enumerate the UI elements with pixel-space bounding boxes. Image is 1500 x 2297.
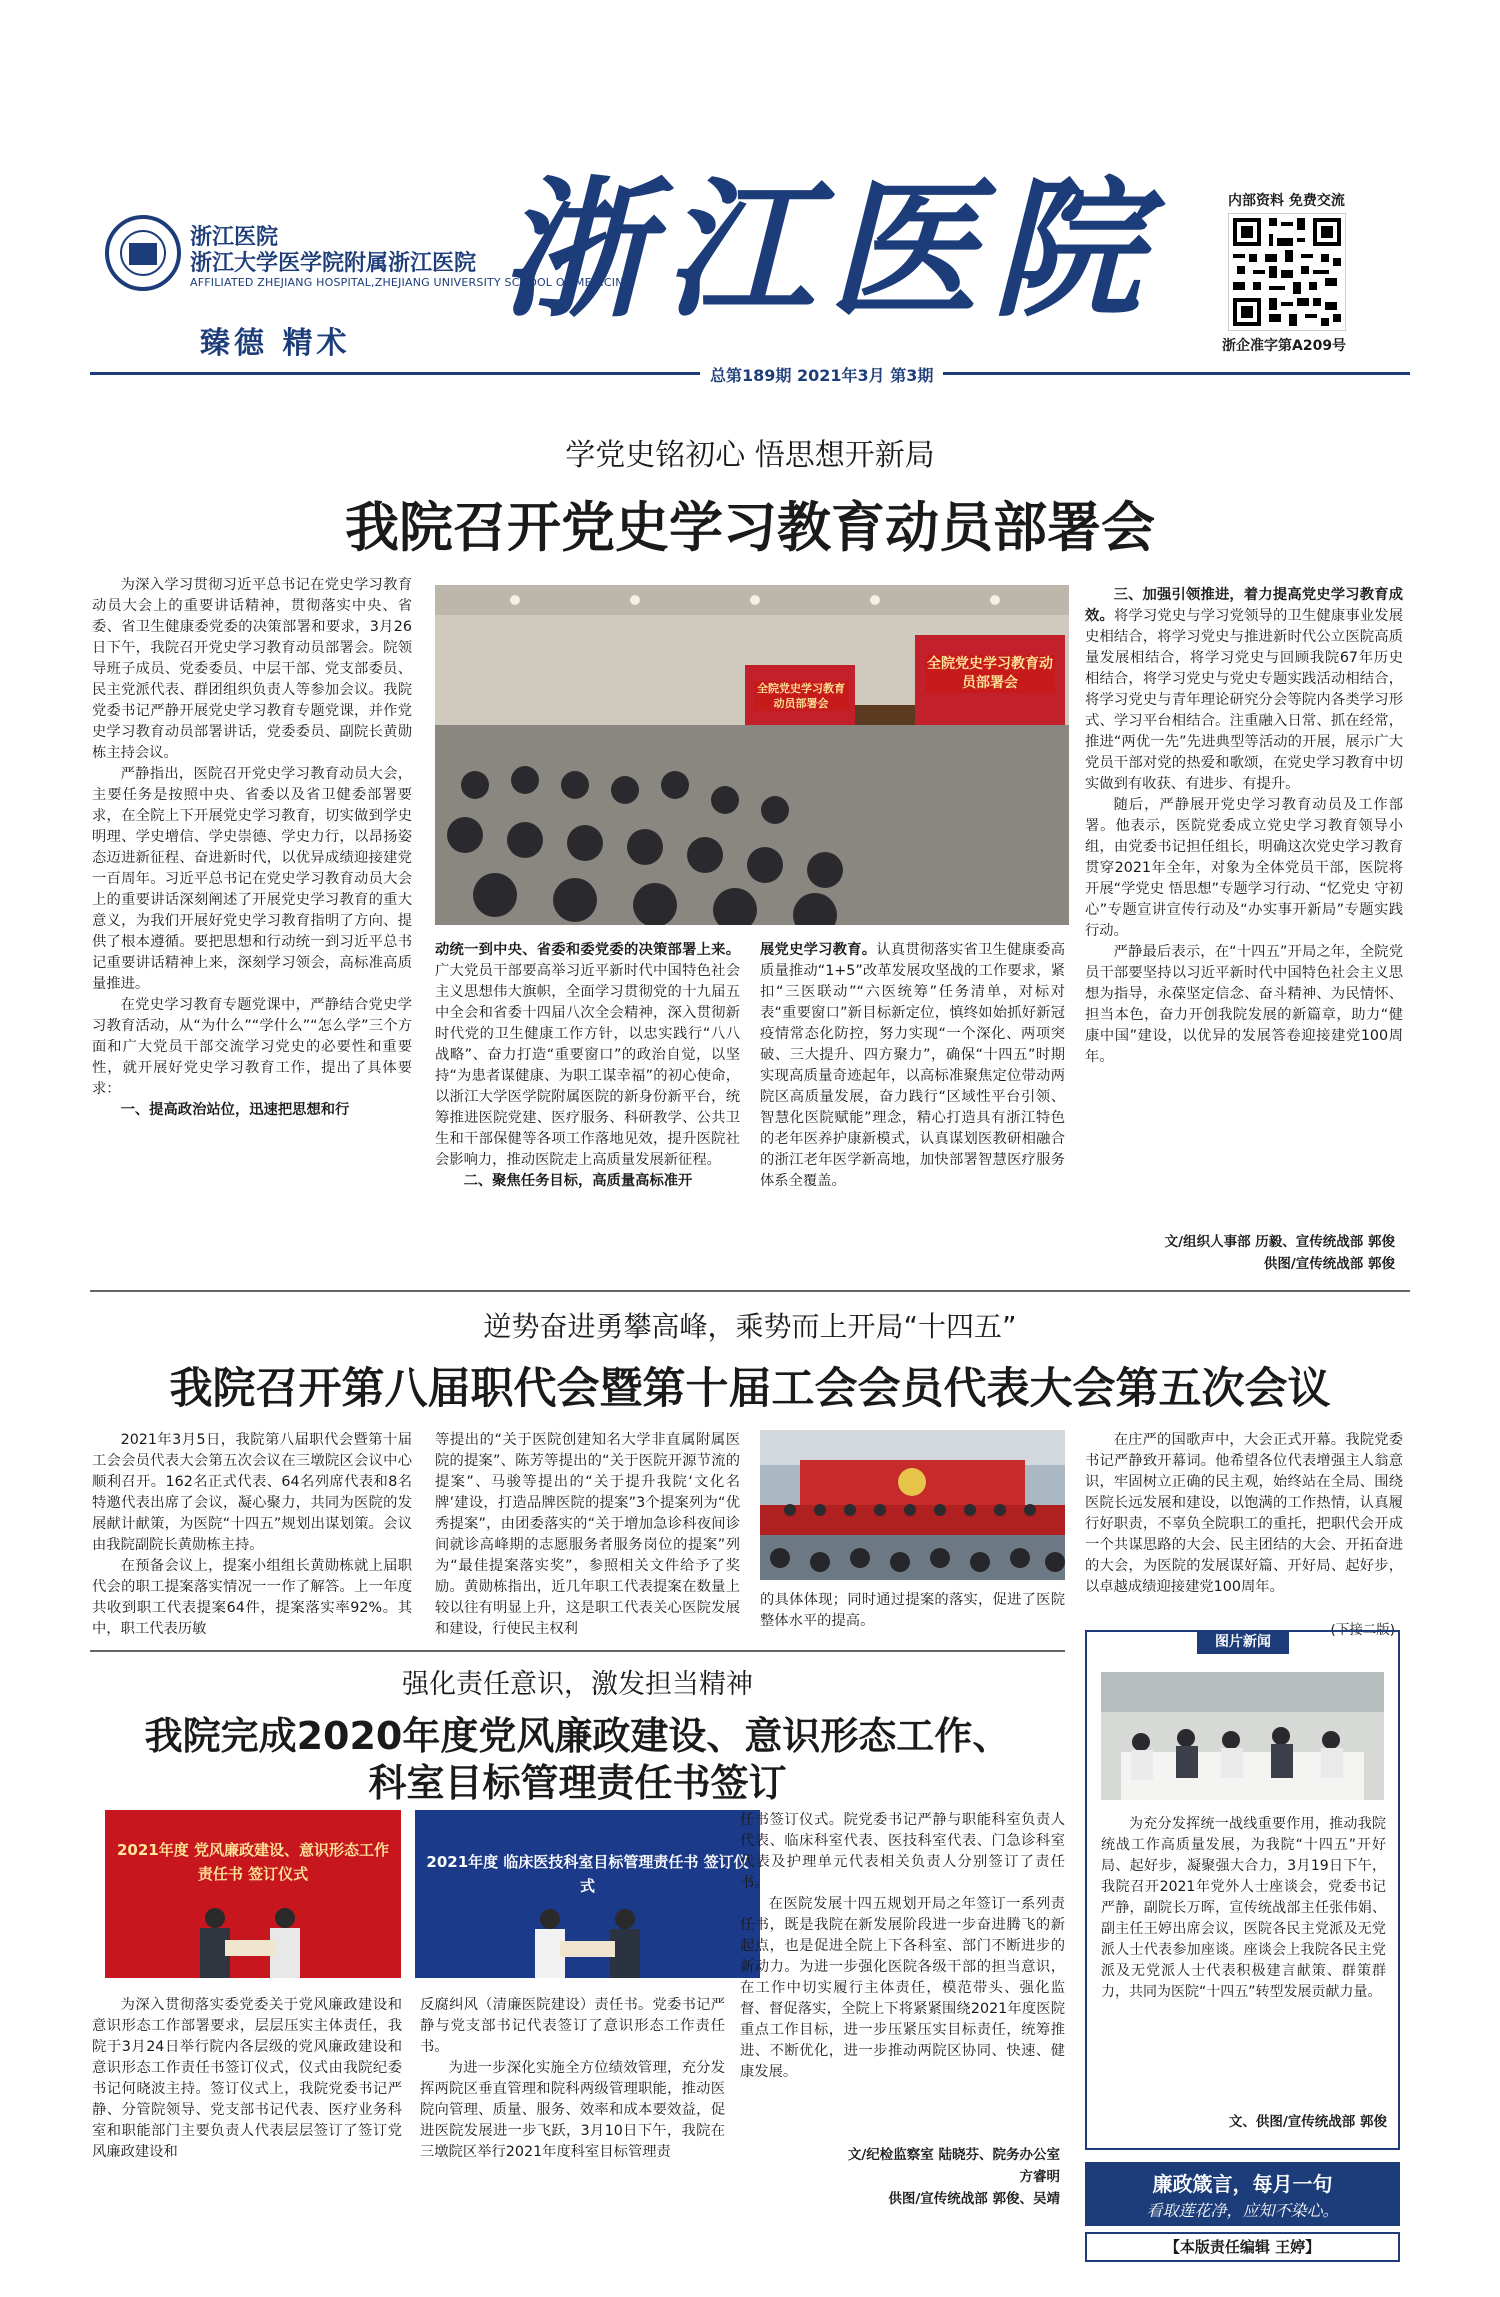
paragraph: 认真贯彻落实省卫生健康委高质量推动“1+5”改革发展攻坚战的工作要求，紧扣“三医联动”“六医统筹”任务清单，对标对表“重要窗口”新目标新定位，慎终如始抓好新冠疫情常态化防控，努力实现“一个深化、两项突破、三大提升、四方聚力”，确保“十四五”时期实现高质量奇迹起年，以高标准聚焦定位带动两院区高质量发展，奋力践行“区域性平台引领、智慧化医院赋能”理念，精心打造具有浙江特色的老年医养护康新模式，认真谋划医教研相融合的浙江老年医学新高地，加快部署智慧医疗服务体系全覆盖。 — [760, 942, 1065, 1189]
article3-column-2 — [420, 1995, 725, 2163]
article3-column-1 — [92, 1995, 402, 2163]
paragraph: 反腐纠风（清廉医院建设）责任书。党委书记严静与党支部书记代表签订了意识形态工作责任书。 — [420, 1997, 725, 2055]
point-lead: 展党史学习教育。 — [760, 942, 877, 958]
article3-photo-credit: 供图/宣传统战部 郭俊、吴靖 — [888, 2191, 1060, 2207]
signing-photo-2 — [415, 1810, 760, 1978]
integrity-motto-box — [1085, 2162, 1400, 2226]
paragraph: 严静指出，医院召开党史学习教育动员大会，主要任务是按照中央、省委以及省卫健委部署要求，在全院上下开展党史学习教育，切实做到学史明理、学史增信、学史崇德、学史力行，以昂扬姿态迈进新征程、奋进新时代，以优异成绩迎接建党一百周年。习近平总书记在党史学习教育动员大会上的重要讲话深刻阐述了开展党史学习教育的重大意义，为我们开展好党史学习教育指明了方向、提供了根本遵循。要把思想和行动统一到习近平总书记重要讲话精神上来，深刻学习领会，高标准高质量推进。 — [92, 766, 412, 992]
page-editor: 【本版责任编辑 王婷】 — [1085, 2232, 1400, 2262]
paragraph: 严静最后表示，在“十四五”开局之年，全院党员干部要坚持以习近平新时代中国特色社会主义思想为指导，永葆坚定信念、奋斗精神、为民情怀、担当本色，奋力开创我院发展的新篇章，助力“健康中国”建设，以优异的发展答卷迎接建党100周年。 — [1085, 944, 1403, 1065]
paragraph: 的具体体现；同时通过提案的落实，促进了医院整体水平的提高。 — [760, 1592, 1065, 1629]
symposium-photo — [1101, 1672, 1384, 1800]
permit-number: 浙企准字第A209号 — [1222, 338, 1347, 354]
paragraph: 在党史学习教育专题党课中，严静结合党史学习教育活动，从“为什么”“学什么”“怎么学”三个方面和广大党员干部交流学习党史的必要性和重要性，就开展好党史学习教育工作，提出了具体要求： — [92, 997, 412, 1097]
article3-column-3 — [740, 1810, 1065, 2083]
article1-title: 我院召开党史学习教育动员部署会 — [345, 496, 1155, 559]
integrity-motto-quote: 看取莲花净，应知不染心。 — [1146, 2201, 1339, 2220]
point-heading: 三、加强引领推进，着力提高党史学习教育成效。 — [1085, 587, 1403, 624]
article2-column-1 — [92, 1430, 412, 1640]
logo-name: 浙江医院 — [190, 224, 279, 250]
article3-title-line1: 我院完成2020年度党风廉政建设、意识形态工作、 — [144, 1714, 1011, 1758]
paragraph: 为进一步深化实施全方位绩效管理，充分发挥两院区垂直管理和院科两级管理职能，推动医院向管理、质量、服务、效率和成本要效益，促进医院发展进一步飞跃，3月10日下午，我院在三墩院区举行2021年度科室目标管理责 — [420, 2060, 725, 2160]
signing-banner-2: 2021年度 临床医技科室目标管理责任书 签订仪式 — [426, 1853, 749, 1895]
meeting-hall-photo — [435, 585, 1069, 925]
paragraph: 随后，严静展开党史学习教育动员及工作部署。他表示，医院党委成立党史学习教育领导小组，由党委书记担任组长，明确这次党史学习教育贯穿2021年全年，对象为全体党员干部，医院将开展“学党史 悟思想”专题学习行动、“忆党史 守初心”专题宣讲宣传行动及“办实事开新局”专题实践行动。 — [1085, 797, 1403, 939]
paragraph: 为充分发挥统一战线重要作用，推动我院统战工作高质量发展，为我院“十四五”开好局、起好步，凝聚强大合力，3月19日下午，我院召开2021年党外人士座谈会，党委书记严静，副院长万晖，宣传统战部主任张伟娟、副主任王婷出席会议，医院各民主党派及无党派人士代表参加座谈。座谈会上我院各民主党派及无党派人士代表积极建言献策、群策群力，共同为医院“十四五”转型发展贡献力量。 — [1101, 1816, 1386, 2000]
article1-byline: 文/组织人事部 历毅、宣传统战部 郭俊 — [1164, 1234, 1395, 1250]
paragraph: 为深入学习贯彻习近平总书记在党史学习教育动员大会上的重要讲话精神，贯彻落实中央、省委、省卫生健康委党委的决策部署和要求，3月26日下午，我院召开党史学习教育动员部署会。院领导班子成员、党委委员、中层干部、党支部委员、民主党派代表、群团组织负责人等参加会议。我院党委书记严静开展党史学习教育专题党课，并作党史学习教育动员部署讲话，党委委员、副院长黄勋栋主持会议。 — [92, 577, 412, 761]
article3-subtitle: 强化责任意识，激发担当精神 — [402, 1669, 753, 1700]
article3-byline: 文/纪检监察室 陆晓芬、院务办公室 — [847, 2147, 1060, 2163]
section-divider — [90, 1650, 1065, 1652]
congress-photo — [760, 1430, 1065, 1580]
article1-photo-credit: 供图/宣传统战部 郭俊 — [1263, 1256, 1395, 1272]
article1-subtitle: 学党史铭初心 悟思想开新局 — [565, 438, 935, 473]
picture-news-credit: 文、供图/宣传统战部 郭俊 — [1228, 2114, 1387, 2130]
article2-subtitle: 逆势奋进勇攀高峰，乘势而上开局“十四五” — [483, 1310, 1017, 1343]
article3-byline-cont: 方睿明 — [1019, 2169, 1060, 2185]
paragraph: 将学习党史与学习党领导的卫生健康事业发展史相结合，将学习党史与推进新时代公立医院高质量发展相结合，将学习党史与回顾我院67年历史相结合，将学习党史与党史专题实践活动相结合，将学习党史与青年理论研究分会等院内各类学习形式、学习平台相结合。注重融入日常、抓在经常，推进“两优一先”先进典型等活动的开展，展示广大党员干部对党的热爱和歌颂，在党史学习教育中切实做到有收获、有进步、有提升。 — [1085, 608, 1404, 792]
picture-news-box — [1085, 1630, 1400, 2150]
paragraph: 在医院发展十四五规划开局之年签订一系列责任书，既是我院在新发展阶段进一步奋进腾飞的新起点，也是促进全院上下各科室、部门不断进步的新动力。为进一步强化医院各级干部的担当意识，在工作中切实履行主体责任，模范带头、强化监督、督促落实，全院上下将紧紧围绕2021年度医院重点工作目标，进一步压紧压实目标责任，统筹推进、不断优化，进一步推动两院区协同、快速、健康发展。 — [740, 1896, 1065, 2080]
hospital-emblem-icon — [105, 215, 181, 291]
point-heading: 二、聚焦任务目标，高质量高标准开 — [463, 1173, 693, 1189]
paragraph: 等提出的“关于医院创建知名大学非直属附属医院的提案”、陈芳等提出的“关于医院开源节流的提案”、马骏等提出的“关于提升我院‘文化名牌’建设，打造品牌医院的提案”3个提案列为“优秀提案”，由团委落实的“关于增加急诊科夜间诊间就诊高峰期的志愿服务者服务岗位的提案”列为“最佳提案落实奖”，参照相关文件给予了奖励。黄勋栋指出，近几年职工代表提案在数量上较以往有明显上升，这是职工代表关心医院发展和建设，行使民主权利 — [435, 1432, 740, 1637]
stage-screen-left: 全院党史学习教育动员部署会 — [753, 681, 849, 711]
paragraph: 广大党员干部要高举习近平新时代中国特色社会主义思想伟大旗帜，全面学习贯彻党的十九届五中全会和省委十四届八次全会精神，深入贯彻新时代党的卫生健康工作方针，以忠实践行“八八战略”、奋力打造“重要窗口”的政治自觉，以坚持“为患者谋健康、为职工谋幸福”的初心使命，以浙江大学医学院附属医院的新身份新平台，统筹推进医院党建、医疗服务、科研教学、公共卫生和干部保健等各项工作落地见效，提升医院社会影响力，推动医院走上高质量发展新征程。 — [435, 963, 740, 1168]
article3-title-line2: 科室目标管理责任书签订 — [368, 1761, 787, 1805]
qr-caption: 内部资料 免费交流 — [1228, 193, 1345, 209]
paragraph: 在庄严的国歌声中，大会正式开幕。我院党委书记严静致开幕词。他希望各位代表增强主人翁意识，牢固树立正确的民主观，始终站在全局、围绕医院长远发展和建设，以饱满的工作热情，认真履行好职责，不辜负全院职工的重托，把职代会开成一个共谋思路的大会、民主团结的大会、开拓奋进的大会，为医院的发展谋好篇、开好局、起好步，以卓越成绩迎接建党100周年。 — [1085, 1432, 1403, 1595]
article1-column-1 — [92, 575, 412, 1121]
section-divider — [90, 1290, 1410, 1292]
motto: 臻德 精术 — [200, 326, 351, 361]
qr-code-icon[interactable] — [1228, 213, 1346, 331]
article2-column-3 — [760, 1590, 1065, 1632]
stage-screen-right: 全院党史学习教育动员部署会 — [927, 656, 1053, 691]
article1-column-3 — [760, 940, 1065, 1192]
picture-news-tag: 图片新闻 — [1197, 1630, 1289, 1654]
article1-column-2 — [435, 940, 740, 1192]
paragraph: 2021年3月5日，我院第八届职代会暨第十届工会会员代表大会第五次会议在三墩院区会议中心顺利召开。162名正式代表、64名列席代表和8名特邀代表出席了会议，凝心聚力，共同为医院的发展献计献策，为医院“十四五”规划出谋划策。会议由我院副院长黄勋栋主持。 — [92, 1432, 412, 1553]
article2-column-4 — [1085, 1430, 1403, 1598]
masthead-title: 浙江医院 — [500, 162, 1157, 338]
article2-column-2 — [435, 1430, 740, 1640]
article2-title: 我院召开第八届职代会暨第十届工会会员代表大会第五次会议 — [169, 1364, 1331, 1414]
point-lead: 动统一到中央、省委和委党委的决策部署上来。 — [435, 942, 740, 958]
logo-english: AFFILIATED ZHEJIANG HOSPITAL,ZHEJIANG UNIVERSITY SCHOOL OF MEDICINE — [190, 276, 631, 289]
paragraph: 为深入贯彻落实委党委关于党风廉政建设和意识形态工作部署要求，层层压实主体责任，我院于3月24日举行院内各层级的党风廉政建设和意识形态工作责任书签订仪式，仪式由我院纪委书记何晓波主持。签订仪式上，我院党委书记严静、分管院领导、党支部书记代表、医疗业务科室和职能部门主要负责人代表层层签订了签订党风廉政建设和 — [92, 1997, 402, 2160]
issue-info: 总第189期 2021年3月 第3期 — [700, 363, 943, 386]
signing-photo-1 — [105, 1810, 401, 1978]
integrity-motto-title: 廉政箴言，每月一句 — [1152, 2172, 1333, 2196]
picture-news-text — [1101, 1814, 1386, 2003]
paragraph: 任书签订仪式。院党委书记严静与职能科室负责人代表、临床科室代表、医技科室代表、门急诊科室代表及护理单元代表相关负责人分别签订了责任书。 — [740, 1812, 1065, 1891]
paragraph: 在预备会议上，提案小组组长黄勋栋就上届职代会的职工提案落实情况一一作了解答。上一年度共收到职工代表提案64件，提案落实率92%。其中，职工代表历敏 — [92, 1558, 412, 1637]
article1-column-4 — [1085, 585, 1403, 1068]
continued-note: (下接二版) — [1330, 1622, 1395, 1638]
logo-affiliation: 浙江大学医学院附属浙江医院 — [190, 250, 477, 276]
point-heading: 一、提高政治站位，迅速把思想和行 — [120, 1102, 350, 1118]
signing-banner-1: 2021年度 党风廉政建设、意识形态工作责任书 签订仪式 — [117, 1841, 389, 1883]
